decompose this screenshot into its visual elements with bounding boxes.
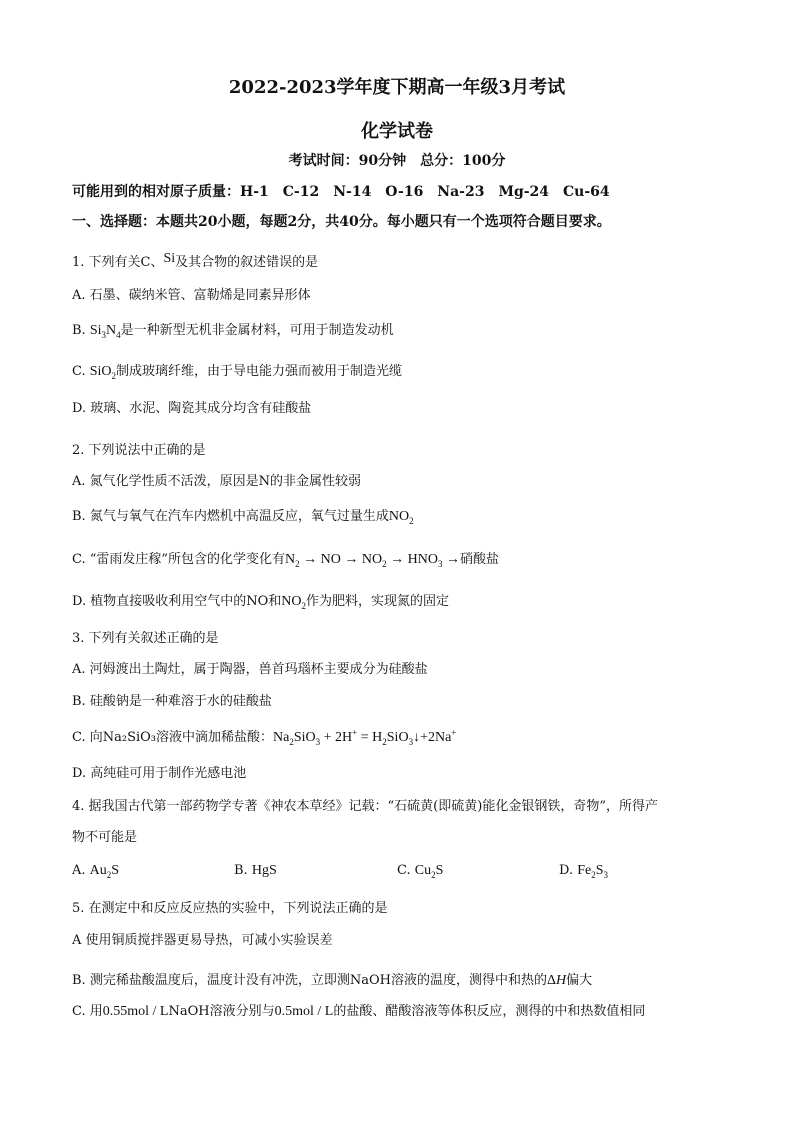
question-5-option-c: C. 用0.55mol / LNaOH溶液分别与0.5mol / L的盐酸、醋酸溶液等体积反应，测得的中和热数值相同 [72,1004,646,1019]
question-3-option-b: B. 硅酸钠是一种难溶于水的硅酸盐 [72,694,272,709]
question-4-stem-line-2: 物不可能是 [72,830,138,845]
question-3-option-d: D. 高纯硅可用于制作光感电池 [72,766,247,781]
no2-formula: $NO_2$ [281,594,306,611]
question-2-option-c: C. “雷雨发庄稼”所包含的化学变化有$N_2$ → NO → $NO_2 \to HNO_3$ →硝酸盐 [72,552,499,569]
question-2-option-a: A. 氮气化学性质不活泼，原因是N的非金属性较弱 [72,474,362,489]
no2-formula: $NO_2$ [388,509,414,526]
question-2-option-b: B. 氮气与氧气在汽车内燃机中高温反应，氧气过量生成$NO_2$ [72,509,414,526]
exam-title: 2022-2023学年度下期高一年级3月考试 [228,77,566,98]
sio2-formula: SiO$_2$ [89,364,117,381]
delta-h-symbol: ΔH [546,973,567,988]
section-heading: 一、选择题：本题共20小题，每题2分，共40分。每小题只有一个选项符合题目要求。 [72,214,611,230]
question-1-option-d: D. 玻璃、水泥、陶瓷其成分均含有硅酸盐 [72,401,312,416]
question-4-stem-line-1: 4. 据我国古代第一部药物学专著《神农本草经》记载：“石硫黄(即硫黄)能化金银钢铁，奇物”，所得产 [72,799,658,814]
question-4-option-c: C. $Cu_2S$ [397,863,444,880]
question-2-option-d: D. 植物直接吸收利用空气中的NO和$NO_2$作为肥料，实现氮的固定 [72,594,450,611]
nitrogen-cycle-equation: $N_2$ → NO → $NO_2 \to HNO_3$ → [285,552,460,569]
question-1-option-b: B. $Si_3N_4$是一种新型无机非金属材料，可用于制造发动机 [72,323,394,340]
question-5-stem: 5. 在测定中和反应反应热的实验中，下列说法正确的是 [72,901,388,916]
question-4-option-b: B. HgS [234,863,277,878]
si3n4-formula: $Si_3N_4$ [89,323,121,340]
question-4-option-d: D. $Fe_2S_3$ [559,863,609,880]
question-1-option-a: A. 石墨、碳纳米管、富勒烯是同素异形体 [72,288,311,303]
question-5-option-b: B. 测完稀盐酸温度后，温度计没有冲洗，立即测NaOH溶液的温度，测得中和热的ΔH偏大 [72,973,593,988]
question-1-option-c: C. SiO$_2$制成玻璃纤维，由于导电能力强而被用于制造光缆 [72,364,403,381]
question-3-stem: 3. 下列有关叙述正确的是 [72,631,219,646]
question-3-option-c: C. 向Na₂SiO₃溶液中滴加稀盐酸：$Na_2SiO_3 + 2H^+$ = $H_2SiO_3↓+2Na^+$ [72,727,457,747]
question-1-stem: 1. 下列有关C、Si及其合物的叙述错误的是 [72,251,319,270]
question-2-stem: 2. 下列说法中正确的是 [72,443,206,458]
exam-info: 考试时间：90分钟 总分：100分 [288,153,506,169]
question-3-option-a: A. 河姆渡出土陶灶，属于陶器，兽首玛瑙杯主要成分为硅酸盐 [72,662,428,677]
silicate-reaction-equation: $Na_2SiO_3 + 2H^+$ = $H_2SiO_3↓+2Na^+$ [273,727,457,747]
question-5-option-a: A 使用铜质搅拌器更易导热，可减小实验误差 [72,933,333,948]
question-4-option-a: A. $Au_2S$ [72,863,120,880]
exam-subtitle: 化学试卷 [361,121,433,142]
atomic-mass-line: 可能用到的相对原子质量：H-1 C-12 N-14 O-16 Na-23 Mg-24 Cu-64 [72,184,610,200]
